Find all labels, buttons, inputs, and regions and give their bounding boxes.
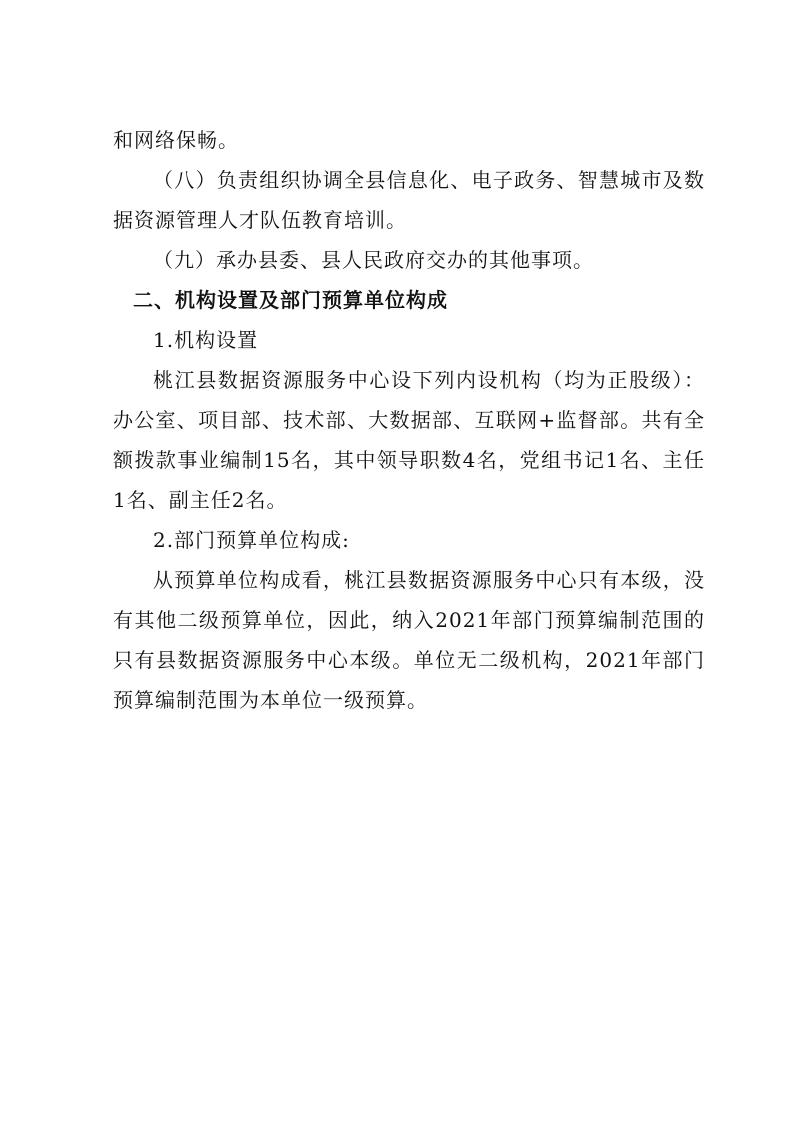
paragraph-continuation: 和网络保畅。 [113,128,239,152]
subheading-organization: 1.机构设置 [153,328,259,352]
paragraph-organization: 桃江县数据资源服务中心设下列内设机构（均为正股级）：办公室、项目部、技术部、大数据部、互联网+监督部。共有全额拨款事业编制15名，其中领导职数4名，党组书记1名、主任1名、副主任2名。 [113,368,705,512]
subheading-budget-units: 2.部门预算单位构成: [153,528,350,552]
paragraph-item-9: （九）承办县委、县人民政府交办的其他事项。 [153,248,594,272]
section-heading: 二、机构设置及部门预算单位构成 [133,288,448,312]
paragraph-budget-units: 从预算单位构成看，桃江县数据资源服务中心只有本级，没有其他二级预算单位，因此，纳入2021年部门预算编制范围的只有县数据资源服务中心本级。单位无二级机构，2021年部门预算编制范围为本单位一级预算。 [113,568,705,712]
paragraph-item-8: （八）负责组织协调全县信息化、电子政务、智慧城市及数据资源管理人才队伍教育培训。 [113,168,705,232]
document-body [113,120,705,720]
